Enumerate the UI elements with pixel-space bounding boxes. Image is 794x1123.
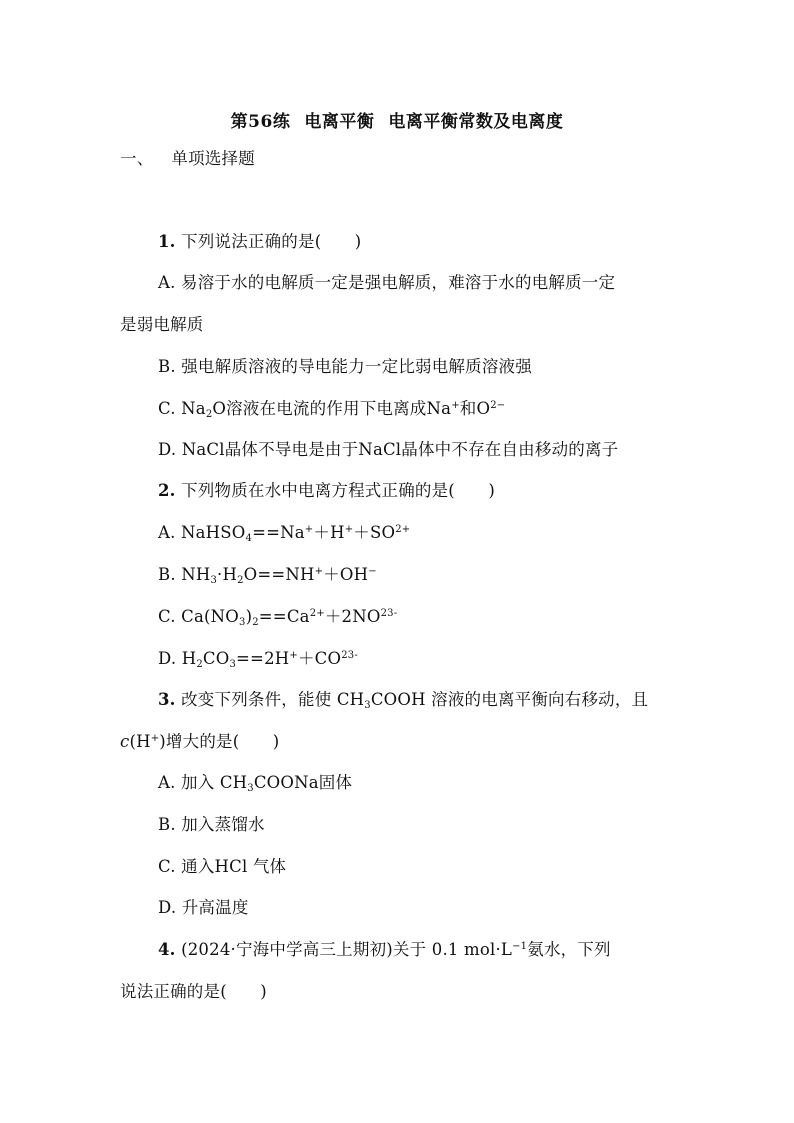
q1-c-text-2: O溶液在电流的作用下电离成Na: [212, 399, 452, 418]
title-topic-1: 电离平衡: [304, 112, 375, 132]
q2-c-sup-1: 2+: [309, 608, 325, 619]
q2-a-sub: 4: [245, 533, 253, 544]
q1-option-b: B. 强电解质溶液的导电能力一定比弱电解质溶液强: [158, 357, 532, 376]
q2-c-sub-2: 2: [252, 617, 259, 628]
q2-a-text-3: ＋H: [313, 523, 345, 542]
q2-b-sup-2: −: [368, 566, 377, 577]
q1-c-text-1: C. Na: [158, 399, 206, 418]
q1-option-a-line1: A. 易溶于水的电解质一定是强电解质，难溶于水的电解质一定: [158, 273, 616, 292]
q1-number: 1.: [158, 232, 176, 251]
section-number: 一、: [120, 149, 154, 168]
q4-stem-sup: −1: [512, 941, 528, 952]
q1-c-sub: 2: [205, 409, 213, 420]
q3-concentration-symbol: c: [120, 732, 130, 751]
q1-stem-text: 下列说法正确的是( ): [181, 232, 362, 251]
q2-a-text-1: A. NaHSO: [158, 523, 246, 542]
q2-stem: [158, 481, 495, 501]
q2-d-sub-2: 3: [229, 659, 237, 670]
q2-a-sup-2: +: [344, 524, 354, 535]
q2-b-text-4: ＋OH: [323, 565, 369, 584]
q2-option-d: [158, 649, 358, 669]
q2-d-text-4: ＋CO: [297, 649, 342, 668]
q1-stem: [158, 232, 361, 252]
q4-stem-line1: [158, 940, 611, 960]
q3-option-a: [158, 773, 352, 793]
q3-option-d: D. 升高温度: [158, 898, 249, 917]
q2-c-text-2: ): [245, 607, 253, 626]
q1-c-text-3: 和O: [459, 399, 491, 418]
q1-c-sup-2: 2−: [490, 400, 506, 411]
q3-stem-text-2: COOH 溶液的电离平衡向右移动，且: [370, 690, 649, 709]
q4-stem-line2: 说法正确的是( ): [120, 982, 267, 1001]
q3-stem2-text-1: (H: [129, 732, 151, 751]
q2-c-text-3: ==Ca: [258, 607, 310, 626]
q1-c-sup-1: +: [451, 400, 460, 411]
q3-option-b: B. 加入蒸馏水: [158, 815, 265, 834]
section-label: 单项选择题: [171, 149, 255, 168]
q3-a-sub: 3: [247, 783, 254, 794]
q1-option-c: [158, 399, 505, 419]
q3-a-text-2: COONa固体: [253, 773, 353, 792]
q3-stem2-sup: +: [150, 733, 160, 744]
q2-a-sup-3: 2+: [395, 524, 411, 535]
q3-a-text-1: A. 加入 CH: [158, 773, 248, 792]
q3-number: 3.: [158, 690, 176, 709]
q4-stem-text-2: 氨水，下列: [527, 940, 611, 959]
q2-b-text-2: ·H: [217, 565, 238, 584]
title-exercise-number: 第56练: [230, 112, 291, 132]
q2-b-sup-1: +: [314, 566, 324, 577]
page-title: [0, 107, 794, 132]
q2-b-text-1: B. NH: [158, 565, 211, 584]
q3-stem2-text-2: )增大的是( ): [159, 732, 280, 751]
q1-option-a-line2: 是弱电解质: [120, 315, 204, 334]
q2-b-sub-1: 3: [210, 575, 218, 586]
q2-c-text-4: ＋2NO: [324, 607, 381, 626]
q2-d-sup-2: 23-: [341, 650, 358, 661]
q2-d-sub-1: 2: [196, 659, 203, 670]
q2-a-sup-1: +: [304, 524, 314, 535]
q2-option-c: [158, 607, 397, 627]
title-topic-2: 电离平衡常数及电离度: [388, 112, 564, 132]
q2-d-text-1: D. H: [158, 649, 197, 668]
q2-d-sup-1: +: [289, 650, 298, 661]
q3-option-c: C. 通入HCl 气体: [158, 857, 287, 876]
q4-number: 4.: [158, 940, 176, 959]
q1-option-d: D. NaCl晶体不导电是由于NaCl晶体中不存在自由移动的离子: [158, 440, 619, 459]
q3-stem-text-1: 改变下列条件，能使 CH: [181, 690, 365, 709]
q2-a-text-4: ＋SO: [353, 523, 396, 542]
q2-option-b: [158, 565, 377, 585]
q2-stem-text: 下列物质在水中电离方程式正确的是( ): [181, 481, 495, 500]
q2-b-text-3: O==NH: [243, 565, 315, 584]
q2-a-text-2: ==Na: [252, 523, 305, 542]
section-heading: [120, 149, 255, 169]
q2-c-text-1: C. Ca(NO: [158, 607, 239, 626]
q2-option-a: [158, 523, 410, 543]
q3-stem-line1: [158, 690, 648, 710]
q3-stem-sub: 3: [364, 700, 371, 711]
q2-c-sub-1: 3: [239, 617, 246, 628]
q4-stem-text-1: (2024·宁海中学高三上期初)关于 0.1 mol·L: [181, 940, 513, 959]
q2-c-sup-2: 23-: [380, 608, 398, 619]
q2-d-text-3: ==2H: [236, 649, 290, 668]
q2-number: 2.: [158, 481, 176, 500]
q2-d-text-2: CO: [202, 649, 230, 668]
q2-b-sub-2: 2: [237, 575, 244, 586]
q3-stem-line2: [120, 732, 279, 752]
